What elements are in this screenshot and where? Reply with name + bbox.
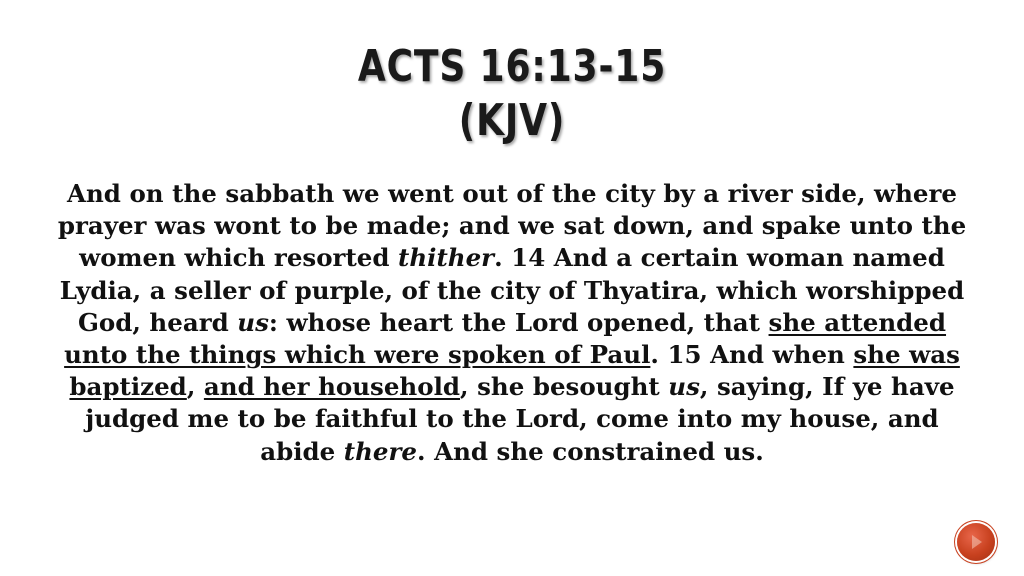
verse-segment: : whose heart the Lord opened, that [268,307,769,337]
next-slide-icon [966,532,986,552]
verse-italic-there: there [343,436,418,466]
slide-title [0,40,1024,148]
verse-segment: , [186,372,204,402]
verse-segment: And on the sabbath we went out of the city by a river side, where prayer was wont to be made; and we sat down, and spake unto the women which resorted [57,179,967,273]
verse-underline-baptized: she was baptized [69,340,960,402]
verse-italic-thither: thither [398,243,495,273]
verse-text [52,178,972,468]
verse-underline-household: and her household [203,372,461,402]
title-line-reference: ACTS 16:13-15 [357,41,667,92]
verse-segment: , she besought [460,372,669,402]
title-line-version: (KJV) [458,95,566,146]
verse-underline-attended: she attended unto the things which were spoken of Paul [64,307,947,370]
verse-italic-us: us [668,372,700,402]
verse-segment: . And she constrained us. [417,436,764,466]
verse-segment: , saying, If ye have judged me to be faithful to the Lord, come into my house, and abide [85,372,955,466]
next-slide-button[interactable] [957,523,995,561]
verse-italic-us: us [237,307,269,337]
verse-segment: . 15 And when [650,340,854,370]
verse-segment: . 14 And a certain woman named Lydia, a seller of purple, of the city of Thyatira, which worshipped God, heard [59,243,965,337]
